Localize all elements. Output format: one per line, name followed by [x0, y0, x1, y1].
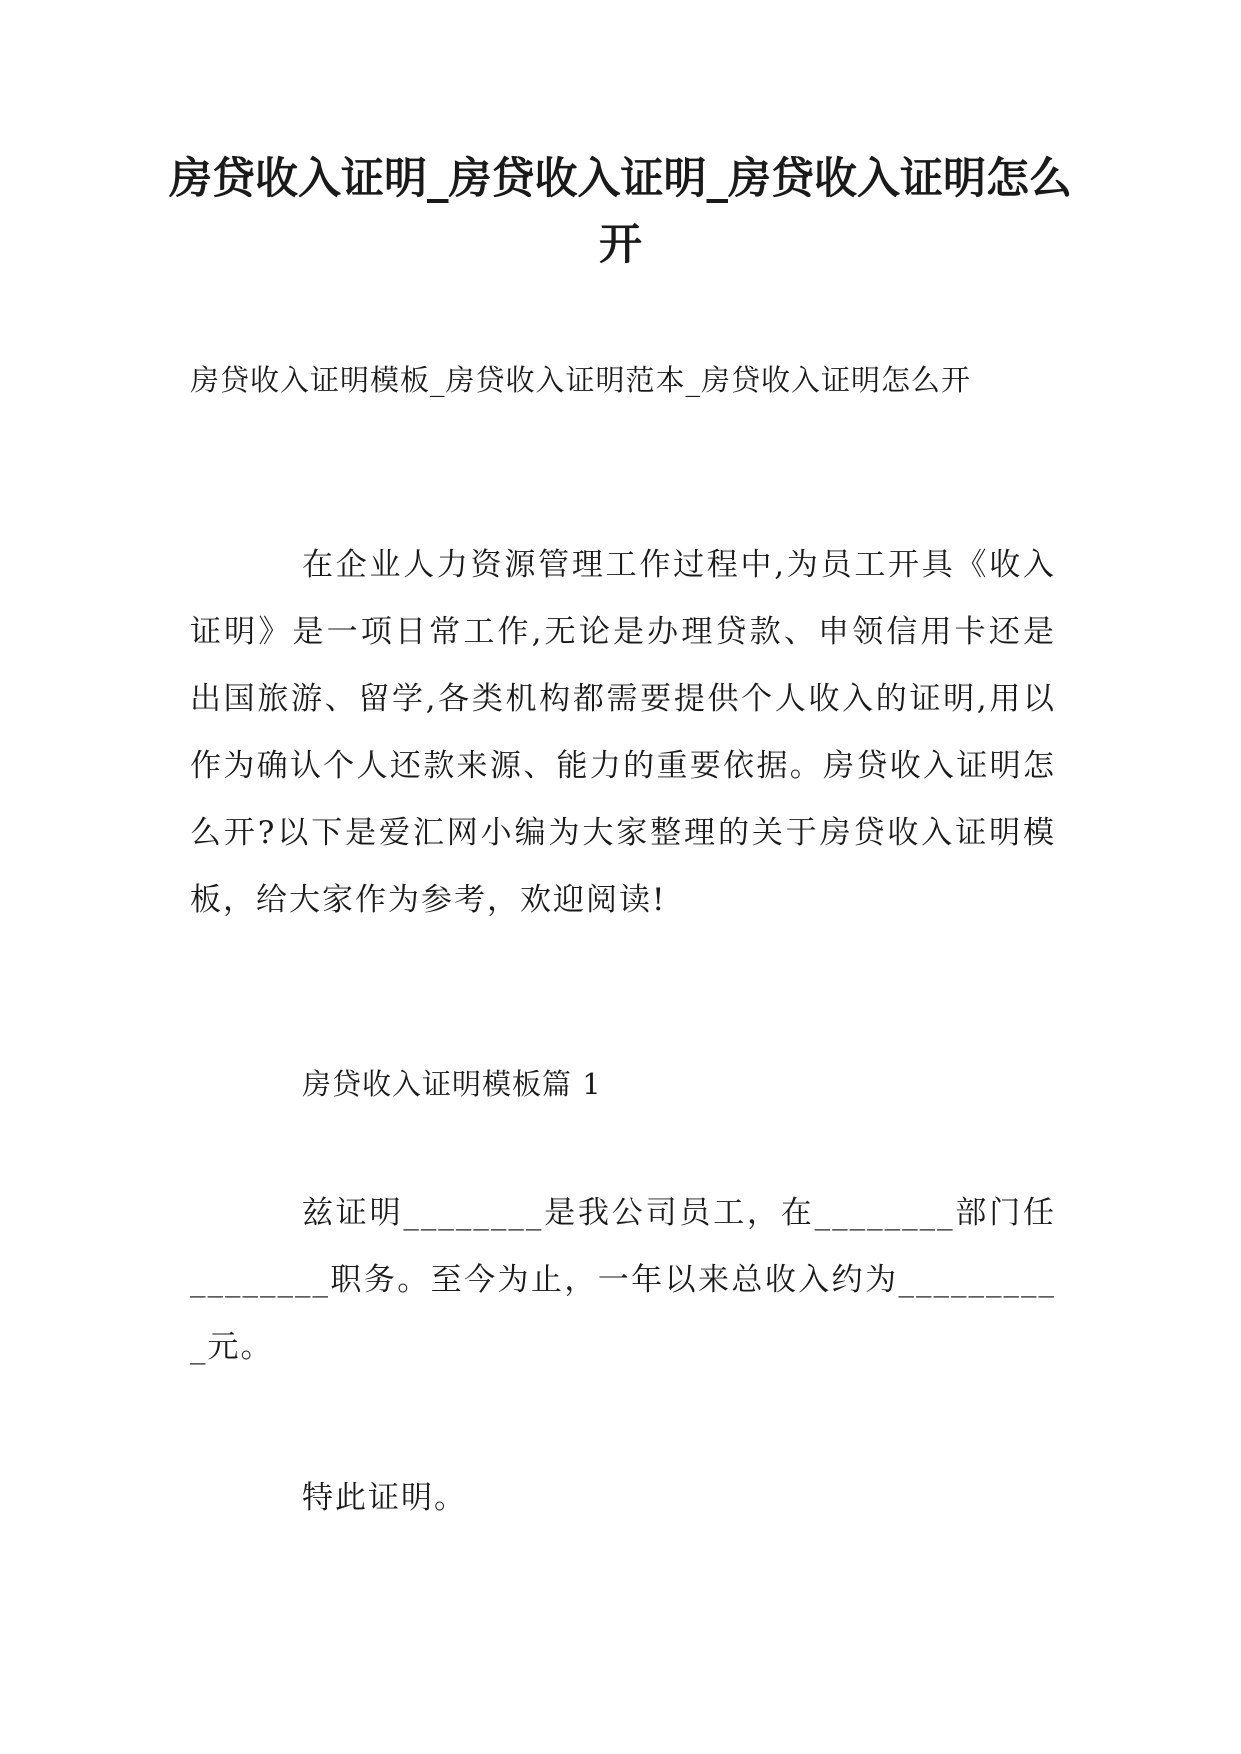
certificate-body: 兹证明________是我公司员工，在________部门任________职务。至今为止，一年以来总收入约为__________元。: [190, 1195, 1056, 1365]
section-heading: 房贷收入证明模板篇 1: [302, 1067, 602, 1101]
closing-line: 特此证明。: [302, 1480, 467, 1516]
intro-paragraph: 在企业人力资源管理工作过程中,为员工开具《收入证明》是一项日常工作,无论是办理贷款、申领信用卡还是出国旅游、留学,各类机构都需要提供个人收入的证明,用以作为确认个人还款来源、能力的重要依据。房贷收入证明怎么开?以下是爱汇网小编为大家整理的关于房贷收入证明模板，给大家作为参考，欢迎阅读!: [190, 547, 1056, 918]
document-subtitle: 房贷收入证明模板_房贷收入证明范本_房贷收入证明怎么开: [190, 363, 972, 397]
document-title: 房贷收入证明_房贷收入证明_房贷收入证明怎么开: [169, 154, 1072, 270]
